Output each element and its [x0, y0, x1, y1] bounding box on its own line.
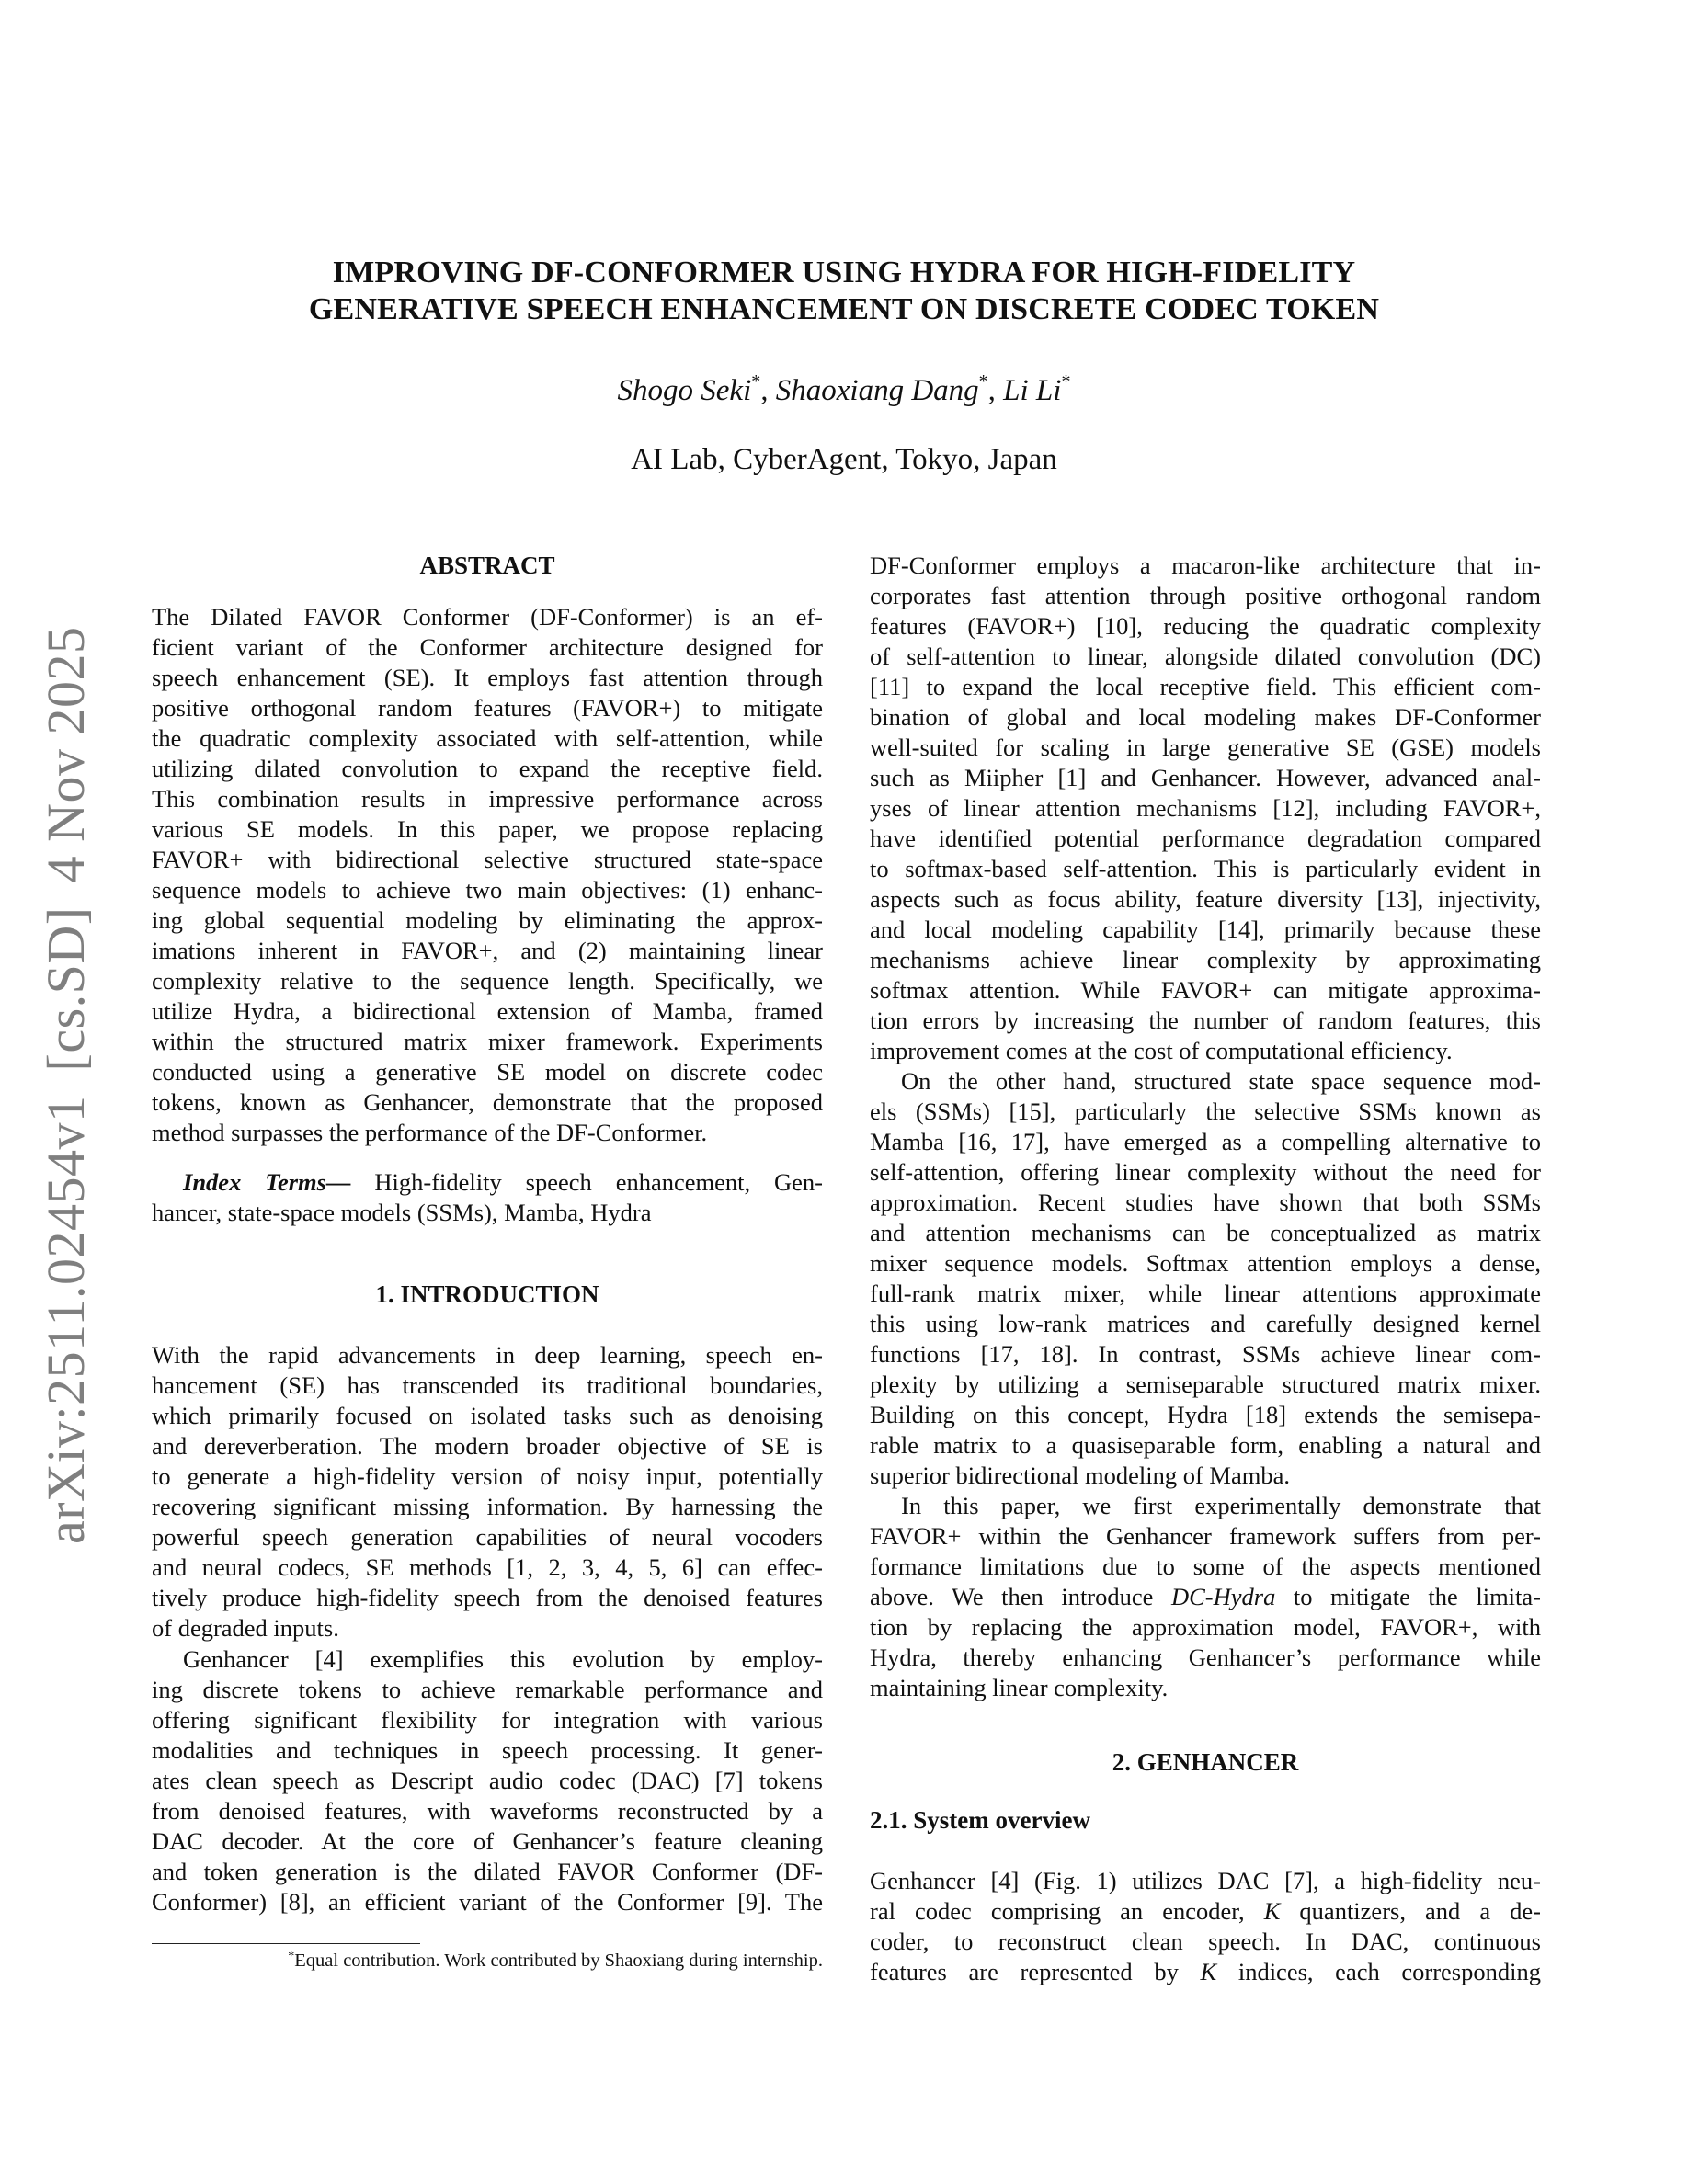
- abstract-line: FAVOR+ with bidirectional selective structured state-space: [152, 846, 823, 873]
- body-line: softmax attention. While FAVOR+ can mitigate approxima-: [870, 976, 1541, 1004]
- footnote: [152, 1949, 823, 1973]
- abstract-line: method surpasses the performance of the DF-Conformer.: [152, 1119, 708, 1146]
- body-line: this using low-rank matrices and carefully designed kernel: [870, 1310, 1541, 1337]
- body-line: bination of global and local modeling makes DF-Conformer: [870, 703, 1541, 731]
- body-line: such as Miipher [1] and Genhancer. However, advanced anal-: [870, 764, 1541, 791]
- author-name: Shogo Seki: [617, 374, 752, 407]
- author-list: [0, 370, 1688, 411]
- body-line: mechanisms achieve linear complexity by approximating: [870, 946, 1541, 973]
- abstract-heading: ABSTRACT: [419, 552, 555, 579]
- body-line: which primarily focused on isolated tasks such as denoising: [152, 1402, 823, 1429]
- body-line: [11] to expand the local receptive field. This efficient com-: [870, 673, 1541, 700]
- math-variable-k: K: [1200, 1958, 1217, 1985]
- abstract-line: various SE models. In this paper, we propose replacing: [152, 815, 823, 843]
- math-variable-k: K: [1263, 1897, 1281, 1925]
- body-line: tion by replacing the approximation model, FAVOR+, with: [870, 1613, 1541, 1641]
- equal-contribution-mark: *: [1061, 371, 1071, 392]
- abstract-line: the quadratic complexity associated with self-attention, while: [152, 724, 823, 752]
- body-line: ing discrete tokens to achieve remarkable performance and: [152, 1676, 823, 1703]
- body-line: modalities and techniques in speech processing. It gener-: [152, 1736, 823, 1764]
- abstract-line: ficient variant of the Conformer architecture designed for: [152, 633, 823, 661]
- body-line: mixer sequence models. Softmax attention employs a dense,: [870, 1249, 1541, 1277]
- index-terms-label: Index Terms—: [183, 1168, 351, 1196]
- text-run: above. We then introduce: [870, 1583, 1171, 1610]
- text-run: ral codec comprising an encoder,: [870, 1897, 1264, 1925]
- body-line: yses of linear attention mechanisms [12], including FAVOR+,: [870, 794, 1541, 822]
- author-separator: ,: [760, 374, 776, 407]
- paper-title: [0, 255, 1688, 328]
- body-line: from denoised features, with waveforms reconstructed by a: [152, 1797, 823, 1825]
- body-line: have identified potential performance degradation compared: [870, 825, 1541, 852]
- body-line: self-attention, offering linear complexity without the need for: [870, 1158, 1541, 1186]
- title-line-2: GENERATIVE SPEECH ENHANCEMENT ON DISCRETE CODEC TOKEN: [308, 292, 1380, 326]
- body-line: plexity by utilizing a semiseparable structured matrix mixer.: [870, 1371, 1541, 1398]
- section-1-heading: 1. INTRODUCTION: [375, 1280, 599, 1308]
- body-line: improvement comes at the cost of computational efficiency.: [870, 1037, 1453, 1064]
- body-line: [870, 1957, 1541, 1987]
- footnote-rule: [152, 1943, 420, 1944]
- index-terms-line-1: [152, 1167, 823, 1198]
- body-line: Hydra, thereby enhancing Genhancer’s performance while: [870, 1644, 1541, 1671]
- abstract-line: ing global sequential modeling by eliminating the approx-: [152, 906, 823, 934]
- body-line: aspects such as focus ability, feature diversity [13], injectivity,: [870, 885, 1541, 913]
- text-run: to mitigate the limita-: [1275, 1583, 1541, 1610]
- body-line: [870, 1896, 1541, 1927]
- body-line: coder, to reconstruct clean speech. In DAC, continuous: [870, 1928, 1541, 1955]
- body-line: approximation. Recent studies have shown that both SSMs: [870, 1189, 1541, 1216]
- body-line: tion errors by increasing the number of random features, this: [870, 1007, 1541, 1034]
- abstract-line: within the structured matrix mixer framework. Experiments: [152, 1028, 823, 1055]
- author-name: Shaoxiang Dang: [775, 374, 979, 407]
- body-line: offering significant flexibility for integration with various: [152, 1706, 823, 1734]
- footnote-text: Equal contribution. Work contributed by Shaoxiang during internship.: [294, 1951, 823, 1971]
- body-line: hancement (SE) has transcended its traditional boundaries,: [152, 1371, 823, 1399]
- body-line: DAC decoder. At the core of Genhancer’s feature cleaning: [152, 1827, 823, 1855]
- abstract-line: utilize Hydra, a bidirectional extension of Mamba, framed: [152, 997, 823, 1025]
- equal-contribution-mark: *: [751, 371, 761, 392]
- body-line: to softmax-based self-attention. This is particularly evident in: [870, 855, 1541, 882]
- text-run: indices, each corresponding: [1216, 1958, 1541, 1985]
- body-line: features (FAVOR+) [10], reducing the quadratic complexity: [870, 612, 1541, 640]
- arxiv-date: 4 Nov 2025: [36, 626, 96, 883]
- body-line: and neural codecs, SE methods [1, 2, 3, 4, 5, 6] can effec-: [152, 1553, 823, 1581]
- body-line: Mamba [16, 17], have emerged as a compelling alternative to: [870, 1128, 1541, 1155]
- arxiv-identifier-stamp: [36, 588, 96, 1544]
- abstract-line: tokens, known as Genhancer, demonstrate that the proposed: [152, 1088, 823, 1116]
- body-line: DF-Conformer employs a macaron-like architecture that in-: [870, 552, 1541, 579]
- footnote-mark: *: [288, 1950, 295, 1963]
- body-line: els (SSMs) [15], particularly the selective SSMs known as: [870, 1098, 1541, 1125]
- body-line: of degraded inputs.: [152, 1614, 339, 1642]
- body-line: corporates fast attention through positive orthogonal random: [870, 582, 1541, 609]
- body-line: and attention mechanisms can be conceptualized as matrix: [870, 1219, 1541, 1246]
- text-run: features are represented by: [870, 1958, 1201, 1985]
- body-line: and dereverberation. The modern broader objective of SE is: [152, 1432, 823, 1460]
- body-line: On the other hand, structured state space sequence mod-: [901, 1067, 1541, 1095]
- body-line: FAVOR+ within the Genhancer framework suffers from per-: [870, 1522, 1541, 1550]
- abstract-line: conducted using a generative SE model on discrete codec: [152, 1058, 823, 1086]
- body-line: well-suited for scaling in large generative SE (GSE) models: [870, 734, 1541, 761]
- arxiv-id: arXiv:2511.02454v1: [36, 1095, 96, 1544]
- body-line: powerful speech generation capabilities of neural vocoders: [152, 1523, 823, 1551]
- abstract-line: speech enhancement (SE). It employs fast attention through: [152, 664, 823, 691]
- body-line: tively produce high-fidelity speech from the denoised features: [152, 1584, 823, 1611]
- author-separator: ,: [987, 374, 1004, 407]
- body-line: Genhancer [4] exemplifies this evolution by employ-: [183, 1645, 823, 1673]
- body-line: In this paper, we first experimentally demonstrate that: [901, 1492, 1541, 1519]
- abstract-line: utilizing dilated convolution to expand the receptive field.: [152, 755, 823, 782]
- body-line: With the rapid advancements in deep learning, speech en-: [152, 1341, 823, 1369]
- body-line: rable matrix to a quasiseparable form, enabling a natural and: [870, 1431, 1541, 1459]
- body-line: of self-attention to linear, alongside dilated convolution (DC): [870, 643, 1541, 670]
- abstract-line: sequence models to achieve two main objectives: (1) enhanc-: [152, 876, 823, 904]
- body-line: Building on this concept, Hydra [18] extends the semisepa-: [870, 1401, 1541, 1428]
- abstract-line: positive orthogonal random features (FAVOR+) to mitigate: [152, 694, 823, 722]
- abstract-line: complexity relative to the sequence length. Specifically, we: [152, 967, 823, 995]
- body-line: Genhancer [4] (Fig. 1) utilizes DAC [7], a high-fidelity neu-: [870, 1867, 1541, 1894]
- method-name-dc-hydra: DC-Hydra: [1170, 1583, 1276, 1610]
- affiliation: AI Lab, CyberAgent, Tokyo, Japan: [631, 443, 1057, 476]
- abstract-line: The Dilated FAVOR Conformer (DF-Conformer) is an ef-: [152, 603, 823, 631]
- body-line: maintaining linear complexity.: [870, 1674, 1169, 1701]
- body-line: Conformer) [8], an efficient variant of the Conformer [9]. The: [152, 1888, 823, 1916]
- body-line: recovering significant missing information. By harnessing the: [152, 1493, 823, 1520]
- equal-contribution-mark: *: [978, 371, 988, 392]
- body-line: [870, 1582, 1541, 1612]
- arxiv-category: [cs.SD]: [36, 906, 96, 1072]
- title-line-1: IMPROVING DF-CONFORMER USING HYDRA FOR HIGH-FIDELITY: [332, 256, 1356, 290]
- index-terms-line-2: hancer, state-space models (SSMs), Mamba, Hydra: [152, 1199, 652, 1226]
- body-line: full-rank matrix mixer, while linear attentions approximate: [870, 1280, 1541, 1307]
- body-line: formance limitations due to some of the aspects mentioned: [870, 1553, 1541, 1580]
- author-name: Li Li: [1003, 374, 1062, 407]
- abstract-line: imations inherent in FAVOR+, and (2) maintaining linear: [152, 937, 823, 964]
- body-line: superior bidirectional modeling of Mamba.: [870, 1462, 1291, 1489]
- abstract-line: This combination results in impressive performance across: [152, 785, 823, 813]
- index-terms-text: High-fidelity speech enhancement, Gen-: [374, 1168, 823, 1196]
- text-run: quantizers, and a de-: [1280, 1897, 1541, 1925]
- section-2-heading: 2. GENHANCER: [1112, 1748, 1299, 1776]
- body-line: to generate a high-fidelity version of noisy input, potentially: [152, 1462, 823, 1490]
- body-line: and local modeling capability [14], primarily because these: [870, 916, 1541, 943]
- subsection-2-1-heading: 2.1. System overview: [870, 1806, 1090, 1834]
- body-line: functions [17, 18]. In contrast, SSMs achieve linear com-: [870, 1340, 1541, 1368]
- body-line: and token generation is the dilated FAVOR Conformer (DF-: [152, 1858, 823, 1885]
- body-line: ates clean speech as Descript audio codec (DAC) [7] tokens: [152, 1767, 823, 1794]
